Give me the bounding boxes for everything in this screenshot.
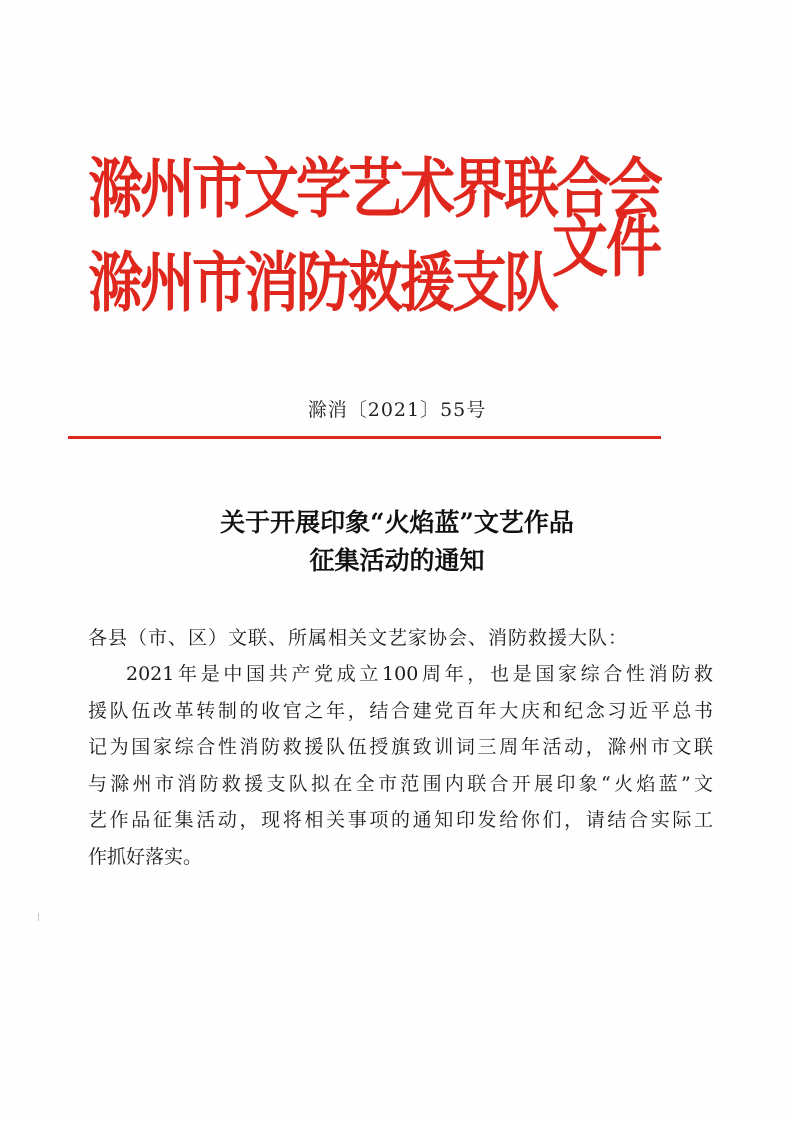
paragraph-line: 艺作品征集活动，现将相关事项的通知印发给你们，请结合实际工 — [88, 809, 713, 831]
document-type-label: 文件 — [552, 207, 660, 287]
red-divider-line — [68, 436, 661, 439]
title-line: 征集活动的通知 — [309, 546, 485, 575]
paragraph-line: 2021年是中国共产党成立100周年，也是国家综合性消防救 — [126, 663, 713, 685]
notice-title — [0, 504, 794, 580]
document-number: 滁消〔2021〕55号 — [307, 399, 487, 421]
paragraph-line: 记为国家综合性消防救援队伍授旗致训词三周年活动，滁州市文联 — [88, 736, 713, 758]
salutation: 各县（市、区）文联、所属相关文艺家协会、消防救援大队： — [88, 627, 629, 649]
title-line: 关于开展印象“火焰蓝”文艺作品 — [220, 508, 574, 537]
body-paragraph — [88, 656, 713, 875]
paragraph-line: 与滁州市消防救援支队拟在全市范围内联合开展印象“火焰蓝”文 — [88, 772, 713, 795]
issuer-name: 滁州市消防救援支队 — [88, 243, 557, 321]
issuer-name: 滁州市文学艺术界联合会 — [88, 149, 661, 227]
paragraph-line: 作抓好落实。 — [88, 845, 203, 868]
paragraph-line: 援队伍改革转制的收官之年，结合建党百年大庆和纪念习近平总书 — [88, 699, 713, 722]
scan-artifact — [38, 913, 39, 921]
